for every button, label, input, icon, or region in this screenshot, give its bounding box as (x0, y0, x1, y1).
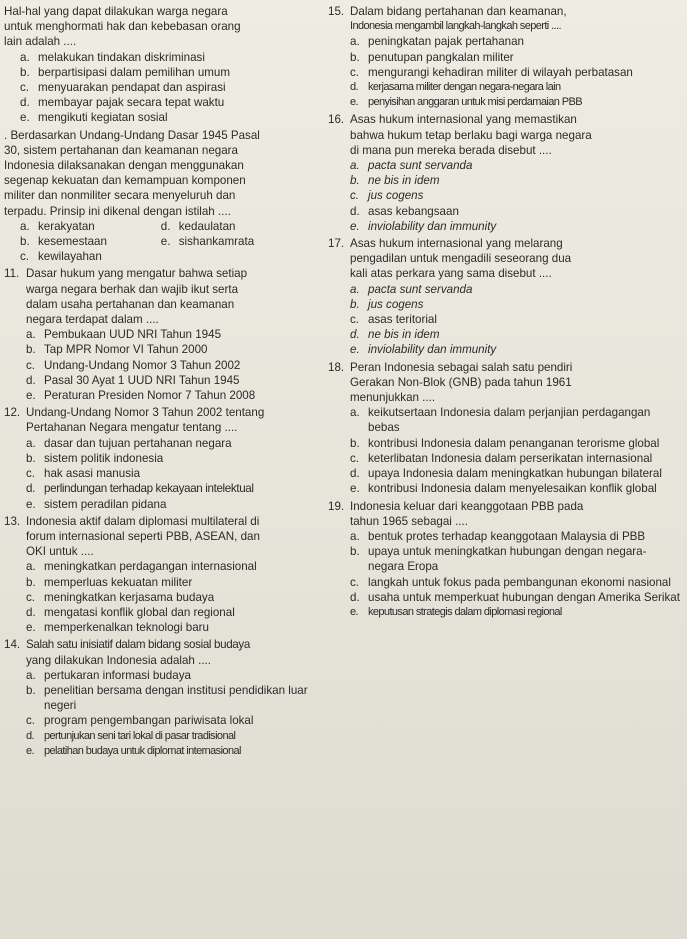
option-letter: c. (350, 189, 360, 203)
question-stem (328, 236, 682, 282)
option-letter: b. (350, 297, 360, 311)
option-b[interactable] (26, 342, 326, 357)
option-letter: d. (26, 373, 36, 387)
option-letter: b. (26, 343, 36, 357)
option-letter: d. (26, 605, 36, 619)
option-letter: d. (26, 729, 34, 742)
option-letter: a. (26, 436, 36, 450)
option-letter: c. (26, 590, 36, 604)
option-text: mengatasi konflik global dan regional (44, 605, 235, 619)
option-d[interactable] (350, 590, 682, 605)
option-text: meningkatkan kerjasama budaya (44, 590, 215, 604)
option-b[interactable] (20, 234, 161, 249)
option-text: keterlibatan Indonesia dalam perserikatan internasional (368, 451, 653, 465)
option-letter: c. (20, 250, 30, 264)
options (4, 559, 326, 635)
option-text: keputusan strategis dalam diplomasi regional (368, 605, 562, 618)
stem-line: Hal-hal yang dapat dilakukan warga negara (4, 5, 228, 18)
option-letter: e. (26, 497, 36, 511)
option-letter: e. (26, 389, 36, 403)
option-c[interactable] (350, 575, 682, 590)
options (328, 282, 682, 358)
option-letter: a. (20, 219, 30, 233)
option-letter: e. (20, 111, 30, 125)
option-text: hak asasi manusia (44, 467, 141, 481)
option-text: pertukaran informasi budaya (44, 668, 191, 682)
option-c[interactable] (350, 451, 682, 466)
option-letter: b. (26, 451, 36, 465)
option-letter: d. (350, 328, 360, 342)
option-letter: c. (26, 358, 36, 372)
option-text: program pengembangan pariwisata lokal (44, 714, 254, 728)
stem-line: terpadu. Prinsip ini dikenal dengan istilah .... (4, 204, 231, 218)
option-letter: c. (350, 451, 360, 465)
stem-line: bahwa hukum tetap berlaku bagi warga negara (350, 128, 592, 142)
option-text: peningkatan pajak pertahanan (368, 35, 525, 49)
stem-line: Salah satu inisiatif dalam bidang sosial budaya (26, 638, 250, 652)
stem-line: dalam usaha pertahanan dan keamanan (26, 297, 235, 311)
option-b[interactable] (26, 683, 326, 713)
stem-line: Gerakan Non-Blok (GNB) pada tahun 1961 (350, 375, 572, 389)
option-letter: d. (350, 204, 360, 218)
option-text: berpartisipasi dalam pemilihan umum (38, 65, 231, 79)
option-letter: e. (350, 482, 360, 496)
option-d[interactable] (20, 95, 326, 110)
options (4, 219, 326, 265)
option-text: usaha untuk memperkuat hubungan dengan Amerika Serikat (368, 590, 680, 604)
option-letter: a. (26, 328, 36, 342)
stem-line: Indonesia aktif dalam diplomasi multilateral di (26, 514, 260, 528)
option-letter: e. (350, 219, 360, 233)
stem-line: Dalam bidang pertahanan dan keamanan, (350, 5, 567, 18)
stem-line: Asas hukum internasional yang melarang (350, 237, 563, 251)
option-text: memperkenalkan teknologi baru (44, 621, 209, 635)
option-d[interactable] (161, 219, 302, 234)
option-letter: d. (350, 590, 360, 604)
question-stem (328, 112, 682, 158)
option-text: bentuk protes terhadap keanggotaan Malaysia di PBB (368, 529, 646, 543)
option-letter: e. (26, 621, 36, 635)
option-a[interactable] (20, 50, 326, 65)
option-letter: c. (350, 313, 360, 327)
option-a[interactable] (350, 282, 682, 297)
option-text: inviolability dan immunity (368, 343, 497, 357)
option-c[interactable] (26, 466, 326, 481)
stem-line: untuk menghormati hak dan kebebasan orang (4, 20, 241, 34)
question-18 (328, 360, 682, 497)
option-letter: d. (160, 219, 171, 233)
option-c[interactable] (350, 65, 682, 80)
option-letter: a. (350, 35, 360, 49)
stem-line: OKI untuk .... (26, 545, 94, 559)
option-letter: e. (350, 96, 358, 109)
option-text: pacta sunt servanda (368, 159, 473, 173)
option-c[interactable] (20, 249, 326, 264)
option-text: membayar pajak secara tepat waktu (38, 96, 225, 110)
question-number: 15. (328, 5, 345, 18)
right-column (328, 4, 682, 622)
stem-line: militer dan nonmiliter secara menyeluruh dan (4, 189, 236, 203)
option-letter: b. (350, 50, 360, 64)
option-d[interactable] (26, 373, 326, 388)
option-text: sistem peradilan pidana (44, 497, 167, 511)
option-text: kontribusi Indonesia dalam penanganan terorisme global (368, 436, 660, 450)
option-a[interactable] (20, 219, 161, 234)
options (4, 50, 326, 126)
option-text: ne bis in idem (368, 328, 440, 342)
option-c[interactable] (26, 358, 326, 373)
option-letter: c. (26, 714, 36, 728)
option-e[interactable] (161, 234, 302, 249)
question-stem (4, 637, 326, 667)
question-stem (4, 514, 326, 560)
option-c[interactable] (20, 80, 326, 95)
stem-line: tahun 1965 sebagai .... (350, 514, 468, 528)
stem-line: warga negara berhak dan wajib ikut serta (26, 282, 239, 296)
question-number: 12. (4, 406, 21, 420)
option-text: melakukan tindakan diskriminasi (38, 50, 205, 64)
option-e[interactable] (26, 497, 326, 512)
option-a[interactable] (26, 668, 326, 683)
option-letter: c. (350, 575, 360, 589)
option-a[interactable] (350, 405, 682, 435)
option-text: kedaulatan (178, 219, 236, 233)
option-text: upaya Indonesia dalam meningkatkan hubungan bilateral (368, 467, 662, 481)
stem-line: lain adalah .... (4, 35, 77, 49)
option-letter: d. (26, 482, 35, 496)
option-text: penutupan pangkalan militer (368, 50, 514, 64)
question-11 (4, 266, 326, 403)
stem-line: pengadilan untuk mengadili seseorang dua (350, 252, 572, 266)
option-b[interactable] (350, 436, 682, 451)
option-c[interactable] (350, 188, 682, 203)
option-letter: a. (26, 560, 36, 574)
question-stem (4, 266, 326, 327)
option-e[interactable] (350, 342, 682, 357)
option-text: upaya untuk meningkatkan hubungan dengan negara-negara Eropa (368, 545, 647, 574)
option-letter: a. (350, 406, 360, 420)
option-letter: b. (20, 65, 30, 79)
stem-line: Peran Indonesia sebagai salah satu pendiri (350, 360, 573, 374)
question-number: 19. (328, 499, 345, 513)
option-e[interactable] (26, 620, 326, 635)
option-text: Pasal 30 Ayat 1 UUD NRI Tahun 1945 (44, 373, 240, 387)
option-text: keikutsertaan Indonesia dalam perjanjian perdagangan bebas (368, 406, 651, 435)
option-letter: e. (160, 235, 171, 249)
option-text: kesemestaan (38, 235, 107, 249)
option-b[interactable] (20, 65, 326, 80)
option-text: asas teritorial (368, 313, 437, 327)
option-letter: e. (26, 744, 34, 757)
stem-line: forum internasional seperti PBB, ASEAN, dan (26, 529, 260, 543)
option-text: jus cogens (368, 189, 424, 203)
option-a[interactable] (350, 34, 682, 49)
option-letter: b. (350, 545, 360, 559)
option-c[interactable] (350, 312, 682, 327)
options (328, 529, 682, 620)
option-letter: b. (350, 174, 360, 188)
stem-line: negara terdapat dalam .... (26, 313, 159, 327)
option-letter: a. (20, 50, 30, 64)
option-letter: a. (350, 159, 360, 173)
option-e[interactable] (350, 95, 682, 110)
question-number: 11. (4, 267, 20, 281)
question-16 (328, 112, 682, 234)
option-text: kewilayahan (38, 250, 102, 264)
option-d[interactable] (350, 204, 682, 219)
option-a[interactable] (26, 327, 326, 342)
option-text: perlindungan terhadap kekayaan intelektual (44, 482, 254, 496)
option-d[interactable] (350, 327, 682, 342)
option-text: ne bis in idem (368, 174, 440, 188)
option-text: pelatihan budaya untuk diplomat internasional (44, 744, 241, 757)
option-b[interactable] (26, 451, 326, 466)
stem-line: di mana pun mereka berada disebut .... (350, 143, 552, 157)
option-d[interactable] (26, 605, 326, 620)
option-text: kontribusi Indonesia dalam menyelesaikan konflik global (368, 482, 657, 496)
question-stem (328, 360, 682, 406)
option-letter: c. (350, 65, 360, 79)
option-c[interactable] (26, 713, 326, 728)
option-letter: b. (20, 235, 30, 249)
option-text: sishankamrata (178, 235, 255, 249)
option-b[interactable] (350, 173, 682, 188)
option-a[interactable] (350, 158, 682, 173)
option-text: pacta sunt servanda (368, 282, 473, 296)
option-b[interactable] (350, 297, 682, 312)
stem-line: Pertahanan Negara mengatur tentang .... (26, 421, 238, 435)
option-d[interactable] (26, 729, 326, 744)
option-letter: c. (20, 81, 30, 95)
stem-line: Asas hukum internasional yang memastikan (350, 113, 577, 127)
option-text: inviolability dan immunity (368, 219, 497, 233)
stem-line: 30, sistem pertahanan dan keamanan negara (4, 143, 238, 157)
option-text: Tap MPR Nomor VI Tahun 2000 (44, 343, 208, 357)
option-letter: b. (350, 436, 360, 450)
question-number: 14. (4, 638, 21, 652)
option-text: penelitian bersama dengan institusi pendidikan luar negeri (44, 683, 308, 713)
question-stem (4, 128, 326, 219)
question-stem (4, 4, 326, 50)
stem-line: Indonesia keluar dari keanggotaan PBB pada (350, 499, 584, 513)
option-c[interactable] (26, 590, 326, 605)
question-15 (328, 4, 682, 110)
option-text: kerjasama militer dengan negara-negara lain (368, 81, 561, 94)
stem-line: Indonesia dilaksanakan dengan menggunakan (4, 159, 244, 173)
question-12 (4, 405, 326, 511)
option-text: penyisihan anggaran untuk misi perdamaian PBB (368, 96, 582, 109)
option-a[interactable] (26, 559, 326, 574)
stem-line: Dasar hukum yang mengatur bahwa setiap (26, 267, 248, 281)
option-text: sistem politik indonesia (44, 451, 164, 465)
option-text: memperluas kekuatan militer (44, 575, 193, 589)
question-17 (328, 236, 682, 358)
option-e[interactable] (350, 605, 682, 620)
option-letter: b. (26, 575, 36, 589)
question-stem (328, 4, 682, 34)
option-letter: c. (26, 467, 36, 481)
question-14 (4, 637, 326, 759)
option-letter: a. (26, 668, 36, 682)
question-number: 18. (328, 360, 345, 374)
option-text: asas kebangsaan (368, 204, 459, 218)
option-text: dasar dan tujuan pertahanan negara (44, 436, 232, 450)
option-e[interactable] (26, 744, 326, 759)
stem-line: Indonesia mengambil langkah-langkah seperti .... (350, 20, 561, 33)
stem-line: kali atas perkara yang sama disebut .... (350, 267, 552, 281)
option-text: mengikuti kegiatan sosial (38, 111, 168, 125)
stem-line: menunjukkan .... (350, 391, 436, 405)
option-text: Undang-Undang Nomor 3 Tahun 2002 (44, 358, 241, 372)
option-letter: d. (20, 96, 30, 110)
options (328, 34, 682, 110)
option-text: Peraturan Presiden Nomor 7 Tahun 2008 (44, 389, 256, 403)
option-d[interactable] (26, 481, 326, 496)
option-text: Pembukaan UUD NRI Tahun 1945 (44, 328, 222, 342)
option-letter: e. (350, 605, 358, 618)
option-letter: d. (350, 81, 358, 94)
options (4, 327, 326, 403)
option-e[interactable] (26, 388, 326, 403)
option-letter: d. (350, 467, 360, 481)
option-letter: e. (350, 343, 360, 357)
option-text: jus cogens (368, 297, 424, 311)
option-letter: a. (350, 529, 360, 543)
stem-line: Undang-Undang Nomor 3 Tahun 2002 tentang (26, 406, 265, 420)
option-text: langkah untuk fokus pada pembangunan ekonomi nasional (368, 575, 671, 589)
question-19 (328, 499, 682, 621)
option-d[interactable] (350, 466, 682, 481)
option-text: menyuarakan pendapat dan aspirasi (38, 81, 226, 95)
options (4, 668, 326, 759)
option-letter: a. (350, 282, 360, 296)
question-intro (4, 4, 326, 126)
option-text: mengurangi kehadiran militer di wilayah perbatasan (368, 65, 633, 79)
left-column (4, 4, 326, 761)
option-letter: b. (26, 683, 36, 697)
question-number: 16. (328, 113, 345, 127)
option-d[interactable] (350, 80, 682, 95)
option-b[interactable] (350, 544, 682, 574)
option-text: pertunjukan seni tari lokal di pasar tradisional (44, 729, 236, 742)
question-number: 17. (328, 237, 345, 251)
question-number: 13. (4, 514, 21, 528)
options (4, 436, 326, 512)
option-e[interactable] (350, 481, 682, 496)
option-text: meningkatkan perdagangan internasional (44, 560, 257, 574)
option-b[interactable] (350, 50, 682, 65)
option-text: kerakyatan (38, 219, 95, 233)
question-stem (4, 405, 326, 435)
option-b[interactable] (26, 575, 326, 590)
option-a[interactable] (26, 436, 326, 451)
option-e[interactable] (20, 110, 326, 125)
options (328, 158, 682, 234)
question-stem (328, 499, 682, 529)
option-e[interactable] (350, 219, 682, 234)
stem-line: . Berdasarkan Undang-Undang Dasar 1945 Pasal (4, 128, 260, 142)
stem-line: yang dilakukan Indonesia adalah .... (26, 653, 211, 667)
option-a[interactable] (350, 529, 682, 544)
question-13 (4, 514, 326, 636)
stem-line: segenap kekuatan dan kemampuan komponen (4, 174, 246, 188)
options (328, 405, 682, 496)
question-10 (4, 128, 326, 265)
